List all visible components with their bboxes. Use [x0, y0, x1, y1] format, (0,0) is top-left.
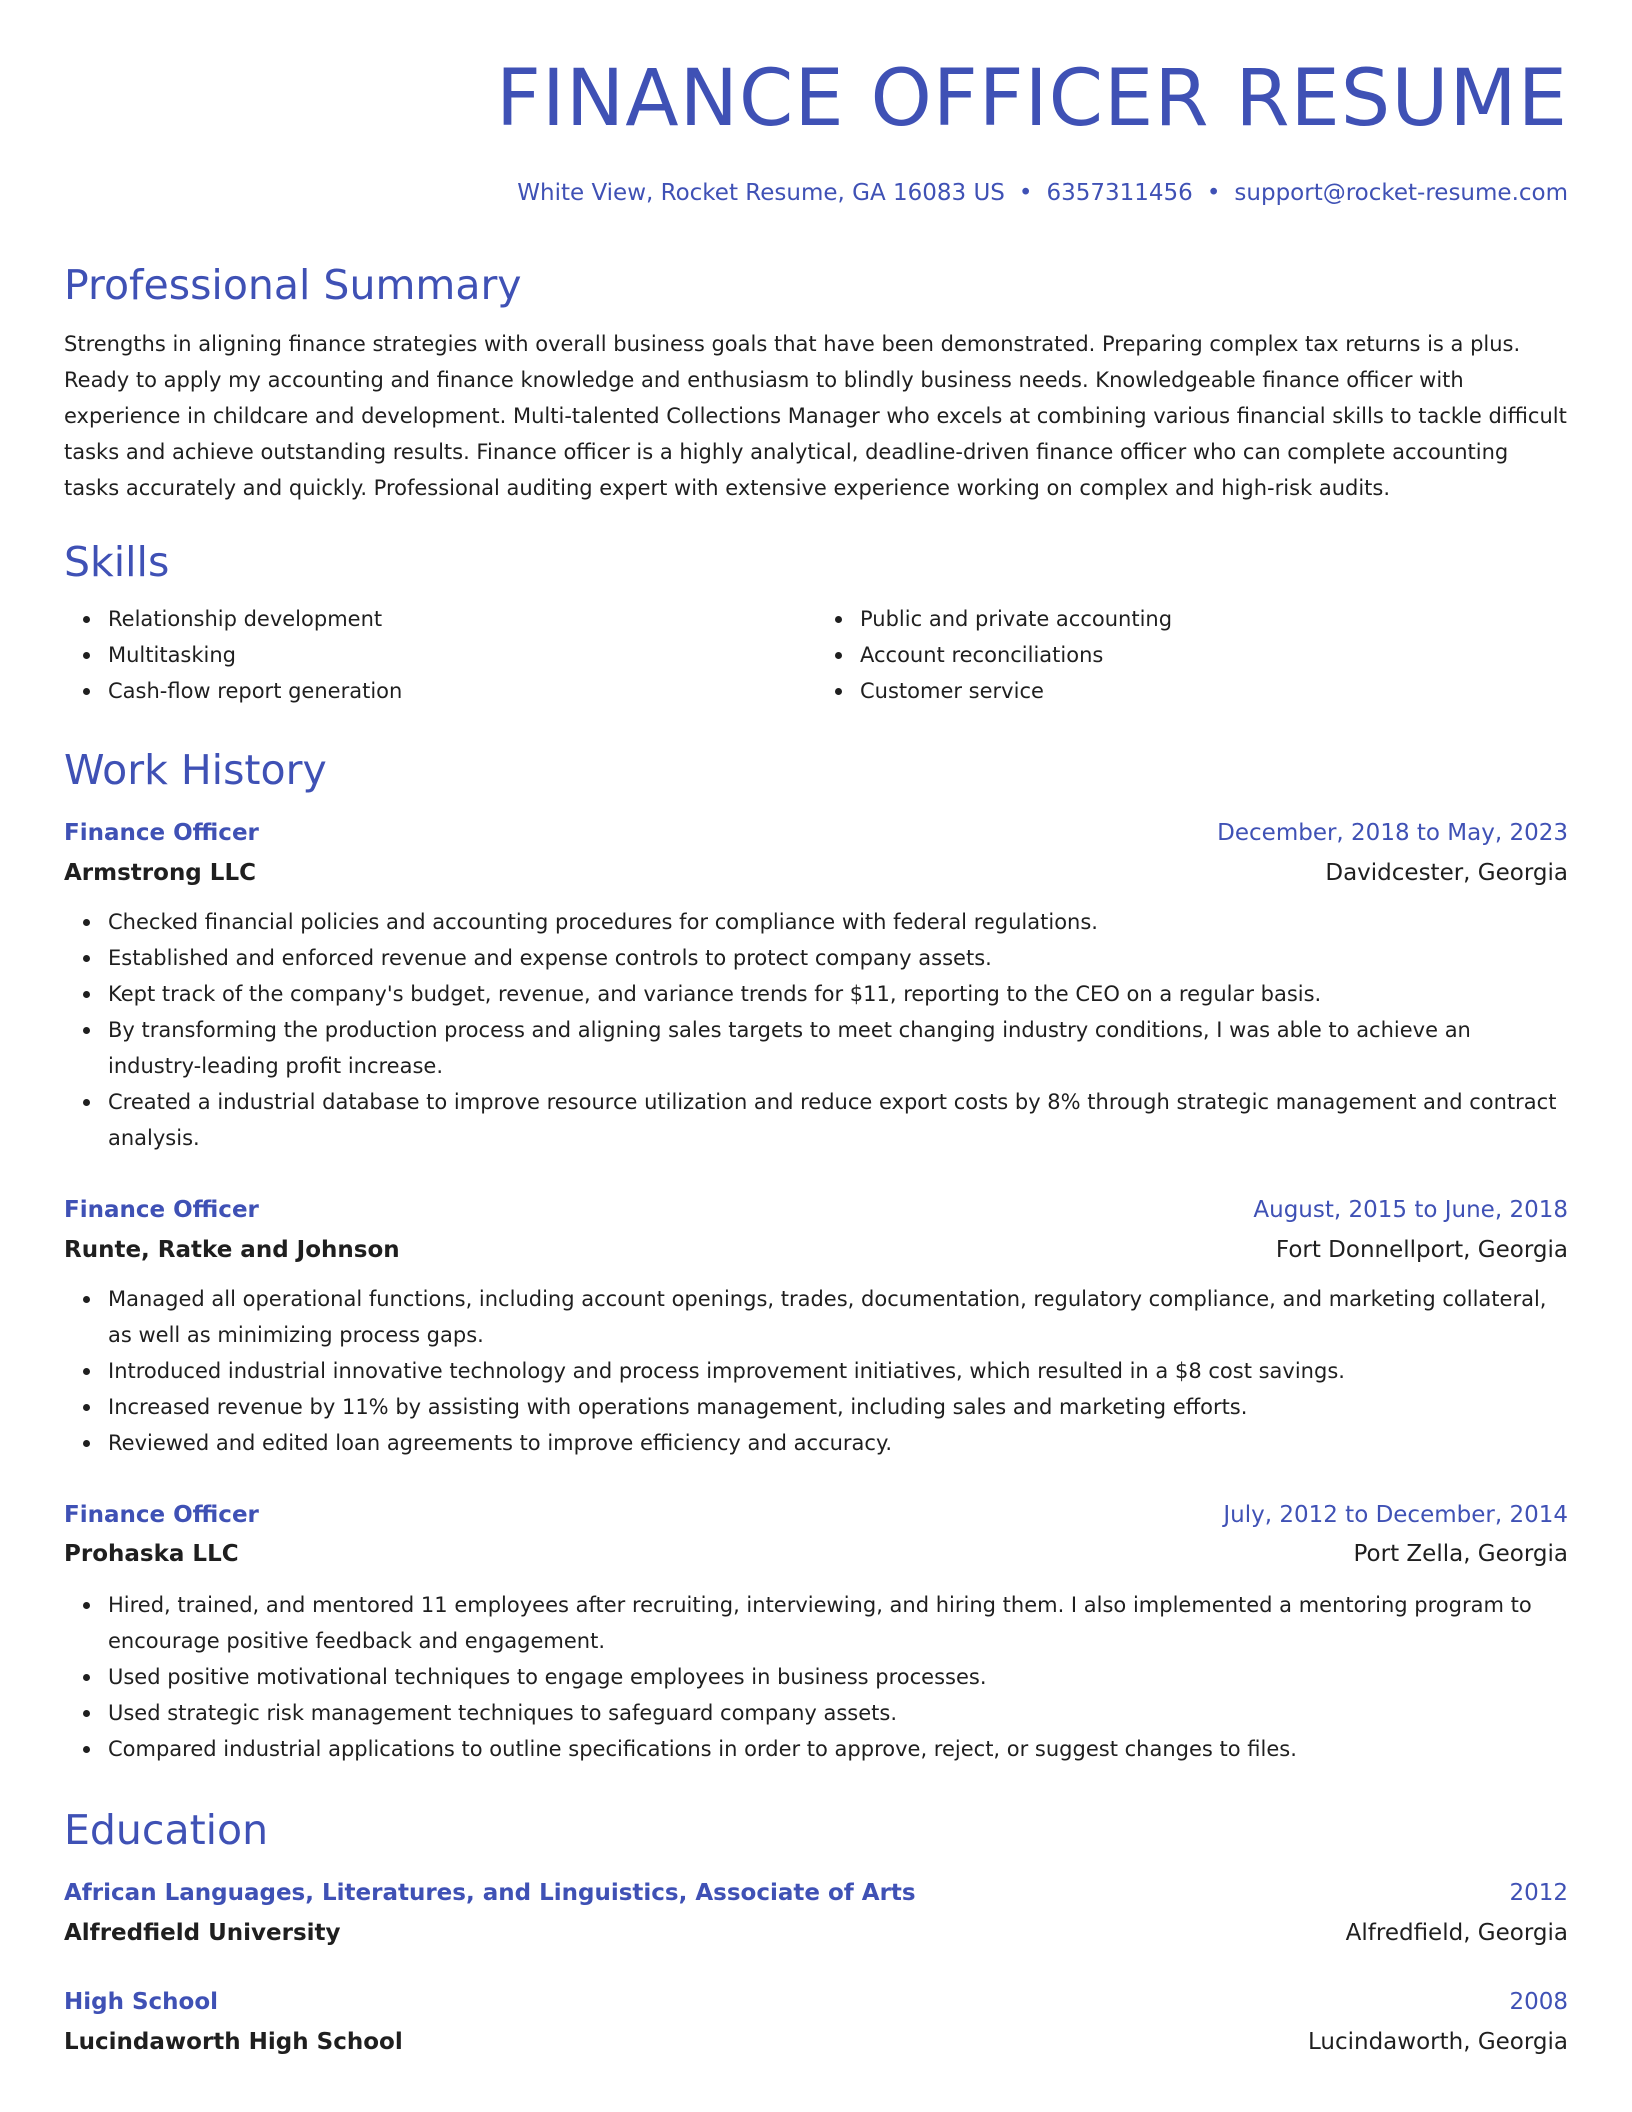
job-header-row: [64, 1195, 1568, 1225]
job-company: Runte, Ratke and Johnson: [64, 1237, 400, 1263]
skill-item: Relationship development: [108, 601, 816, 637]
job-bullet: By transforming the production process and aligning sales targets to meet changing industry conditions, I was able to achieve an industry-leading profit increase.: [108, 1012, 1568, 1084]
skill-item: Customer service: [860, 673, 1568, 709]
job-bullet: Hired, trained, and mentored 11 employees after recruiting, interviewing, and hiring them. I also implemented a mentoring program to encourage positive feedback and engagement.: [108, 1587, 1568, 1659]
job-location: Davidcester, Georgia: [1325, 860, 1568, 886]
job-company-row: [64, 858, 1568, 888]
education-location: Alfredfield, Georgia: [1345, 1920, 1568, 1946]
job-dates: December, 2018 to May, 2023: [1217, 820, 1568, 846]
contact-line: [517, 178, 1568, 208]
skill-item: Multitasking: [108, 637, 816, 673]
education-school-row: [64, 1918, 1568, 1948]
job-bullets: [64, 1587, 1568, 1767]
skill-item: Account reconciliations: [860, 637, 1568, 673]
education-header-row: [64, 1987, 1568, 2017]
education-year: 2008: [1509, 1989, 1568, 2015]
education-school-row: [64, 2027, 1568, 2057]
job-bullets: [64, 904, 1568, 1156]
education-degree: High School: [64, 1989, 219, 2015]
job-bullet: Introduced industrial innovative technology and process improvement initiatives, which resulted in a $8 cost savings.: [108, 1353, 1568, 1389]
resume-title: FINANCE OFFICER RESUME: [496, 54, 1568, 144]
education-degree: African Languages, Literatures, and Linguistics, Associate of Arts: [64, 1880, 916, 1906]
contact-separator: •: [1018, 180, 1033, 206]
job-bullet: Increased revenue by 11% by assisting with operations management, including sales and marketing efforts.: [108, 1389, 1568, 1425]
work-section: [64, 745, 1568, 795]
contact-address: White View, Rocket Resume, GA 16083 US: [517, 180, 1005, 206]
education-section: [64, 1805, 1568, 1855]
job-header-row: [64, 1500, 1568, 1530]
job-role: Finance Officer: [64, 1197, 259, 1223]
skill-item: Cash-flow report generation: [108, 673, 816, 709]
summary-section: [64, 260, 1568, 506]
summary-heading: Professional Summary: [64, 261, 522, 309]
skill-item: Public and private accounting: [860, 601, 1568, 637]
job-role: Finance Officer: [64, 820, 259, 846]
job-company-row: [64, 1235, 1568, 1265]
education-header-row: [64, 1878, 1568, 1908]
skills-list-left: [64, 601, 816, 709]
job-entry: [64, 1195, 1568, 1461]
contact-phone[interactable]: 6357311456: [1046, 180, 1193, 206]
job-entry: [64, 818, 1568, 1156]
job-bullet: Reviewed and edited loan agreements to improve efficiency and accuracy.: [108, 1425, 1568, 1461]
job-entry: [64, 1500, 1568, 1767]
job-role: Finance Officer: [64, 1502, 259, 1528]
job-company-row: [64, 1539, 1568, 1569]
education-heading: Education: [64, 1806, 269, 1854]
education-entry: [64, 1878, 1568, 1948]
job-location: Fort Donnellport, Georgia: [1275, 1237, 1568, 1263]
job-bullet: Compared industrial applications to outline specifications in order to approve, reject, or suggest changes to files.: [108, 1731, 1568, 1767]
work-heading: Work History: [64, 746, 327, 794]
education-school: Lucindaworth High School: [64, 2029, 403, 2055]
job-bullet: Used strategic risk management techniques to safeguard company assets.: [108, 1695, 1568, 1731]
job-bullet: Checked financial policies and accounting procedures for compliance with federal regulations.: [108, 904, 1568, 940]
contact-email[interactable]: support@rocket-resume.com: [1234, 180, 1568, 206]
skills-section: [64, 537, 1568, 709]
job-bullets: [64, 1281, 1568, 1461]
job-dates: July, 2012 to December, 2014: [1223, 1502, 1568, 1528]
contact-separator: •: [1206, 180, 1221, 206]
job-bullet: Created a industrial database to improve resource utilization and reduce export costs by 8% through strategic management and contract analysis.: [108, 1084, 1568, 1156]
job-location: Port Zella, Georgia: [1353, 1541, 1568, 1567]
skills-list-right: [816, 601, 1568, 709]
education-entry: [64, 1987, 1568, 2057]
job-bullet: Kept track of the company's budget, revenue, and variance trends for $11, reporting to the CEO on a regular basis.: [108, 976, 1568, 1012]
job-dates: August, 2015 to June, 2018: [1253, 1197, 1568, 1223]
education-year: 2012: [1509, 1880, 1568, 1906]
job-company: Prohaska LLC: [64, 1541, 239, 1567]
job-header-row: [64, 818, 1568, 848]
skills-column-left: [64, 601, 816, 709]
summary-text: Strengths in aligning finance strategies with overall business goals that have been demonstrated. Preparing complex tax returns is a plus. Ready to apply my accounting and finance knowledge and enthusiasm to blindly business needs. Knowledgeable finance officer with experience in childcare and development. Multi-talented Collections Manager who excels at combining various financial skills to tackle difficult tasks and achieve outstanding results. Finance officer is a highly analytical, deadline-driven finance officer who can complete accounting tasks accurately and quickly. Professional auditing expert with extensive experience working on complex and high-risk audits.: [64, 332, 1567, 500]
skills-column-right: [816, 601, 1568, 709]
education-location: Lucindaworth, Georgia: [1307, 2029, 1568, 2055]
skills-grid: [64, 601, 1568, 709]
skills-heading: Skills: [64, 538, 170, 586]
education-school: Alfredfield University: [64, 1920, 341, 1946]
job-company: Armstrong LLC: [64, 860, 256, 886]
job-bullet: Established and enforced revenue and expense controls to protect company assets.: [108, 940, 1568, 976]
job-bullet: Used positive motivational techniques to engage employees in business processes.: [108, 1659, 1568, 1695]
job-bullet: Managed all operational functions, including account openings, trades, documentation, regulatory compliance, and marketing collateral, as well as minimizing process gaps.: [108, 1281, 1568, 1353]
